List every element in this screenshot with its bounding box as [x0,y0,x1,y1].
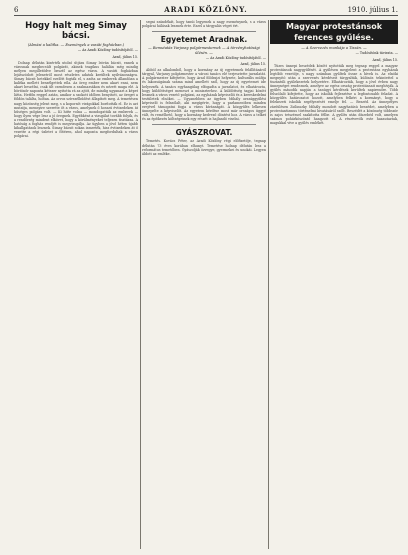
article-body: Abból az alkalomból, hogy a kormány az új egyetemek felállításáról tárgyal, Varjassy polgármester a városi tanács elé terjesztette javaslatát. A polgármester kifejtette, hogy Arad földrajzi helyzete, kulturális múltja és lakosságának száma mind amellett szól, hogy az új egyetemet ide helyezzék. A tanács egyhangúlag elfogadta a javaslatot, és elhatározta, hogy küldöttséget meneszt a miniszterhez. A küldöttség tagjai között lesznek a város vezető polgárai, az egyházak képviselői és a kereskedelmi testületek elnökei. — Ugyanebben az ügyben Mihály országgyűlési képviselő is felszólalt, aki megígérte, hogy a parlamentben minden erejével támogatni fogja a város kívánságát. A közgyűlés lelkesen ünnepelte a képviselőt. Az egyetem kérdése most már országos üggyé vált, és remélhető, hogy a kormány kedvező döntést hoz. A város a telket és az építkezés költségeinek egy részét is hajlandó viselni. [142,68,266,122]
article-separator [152,31,256,32]
article-dateline: Arad, július 15. [240,62,266,67]
article-subtitle: — A Szervezés munkája a Tiszán. — [301,46,367,50]
article-subtitle: — Bemutatás Varjassy polgármesternek — A törvényhatósági ülésén. — [148,46,260,55]
article-byline: — Az Aradi Közlöny tudósítójától. — [77,48,138,53]
article-body: Dolnap délután kisérték utolsó útjára Simay István bácsit, ennek a városnak megbecsült polgárát, akinek tragikus halálán még mindig mélyen megilletődve beszél az egész város. A vasúti fogházban lejátszódott jelenetről most részletes adatok kerültek nyilvánosságra. Simay bácsit hetekkel ezelőtt fogták el, s azóta az emberek állandóan a kalitka mellett beszélgettek róla. Az öreg ember nem akart enni, nem akart beszélni, csak ült csendesen a szalmazsákon és nézett maga elé. A börtönőr naponta kétszer nyitotta rá az ajtót, de mindig ugyanazt a képet látta. Hetfőn reggel aztán, amikor a szokott időben benyitott, az öreget a földön találta, holtan. Az orvos szívszélhűdést állapított meg. A temetésen nagy közönség jelent meg, s a koporsót virágokkal borították el. Ez is azt mutatja, mennyire szerette őt a város, amelynek ő hosszú évtizedeken át hűséges polgára volt. — Ki hitte volna — mondogatták az emberek — hogy ilyen vége lesz a jó öregnek. Egyébként a vizsgálat tovább folyik, és a rendőrség mindent elkövet, hogy a körülményeket teljesen tisztázza. A hatóság a fogház rendjét is megvizsgálja. Az ügyben a jövő héten újabb kihallgatások lesznek. Simay bácsit sokan ismerték, hisz évtizedeken át ő vezette a régi üzletet a főtéren, ahol naponta megfordultak a város polgárai. [14,60,138,139]
article-subtitle: (Almási a kalitka. — Események a vasúti fogházban.) [27,43,125,47]
article-title-banner: Magyar protestánsok ferences gyűlése. [270,20,398,44]
article-title: Egyetemet Aradnak. [160,35,248,45]
column-rule [268,20,269,549]
section-title: GYÁSZROVAT. [175,128,233,138]
issue-date: 1910. július 1. [347,6,398,14]
page-number: 6 [14,6,19,14]
article-continuation: segni szándékát, hogy tanúi legyenek a nagy eseménynek, s a város polgárai hálásak lesznek érte. Ezzel a tárgyalás véget ért. [142,20,266,29]
article-title: Hogy halt meg Simay bácsi. [25,21,127,41]
column-1 [14,20,138,551]
obituary-body: Temetés. Kovács Péter, az Aradi Közlöny régi előfizetője, tegnap délután 73 éves korában elhunyt. Temetése holnap délután lesz a református temetőben. Gyászolják özvegye, gyermekei és unokái. Legyen áldott az emléke. [142,139,266,156]
column-2 [142,20,266,551]
column-3 [270,20,398,551]
article-dateline: Arad, július 15. [112,54,138,59]
article-byline: — Az Aradi Közlöny tudósítójától. — [205,56,266,60]
newspaper-name: ARADI KÖZLÖNY. [164,5,248,14]
running-head [14,5,398,16]
article-body: Tüzes ünnepi beszédek között nyitották meg tegnap reggel a magyar protestánsok nagygyűlését. A gyűlésen megjelent a protestáns egyházak legtöbb vezetője, s nagy számban gyűltek össze a hívek is. Az elnöki megnyitó után a szervezés kérdéseit tárgyalták, különös tekintettel a tiszántúli gyülekezetek helyzetére. Elhatározták, hogy a jövő évben nagy ünnepséget rendeznek, amelyre az egész ország protestánsait meghívják. A gyűlés második napján a tanügyi kérdések kerültek napirendre. Több felszólaló kifejtette, hogy az iskolák fejlesztése a legfontosabb feladat. A közgyűlés határozatot hozott, amelyben felkéri a kormányt, hogy a felekezeti iskolák segélyezését emelje fel. — Beszéd. Az ünnepélyes záróülésen Zsilinszky Mihály mondott nagyhatású beszédet, amelyben a protestantizmus történelmi hivatásáról szólt. Beszédét a közönség többször is zajos tetszéssel szakította félbe. A gyűlés után díszebéd volt, amelyen számos pohárköszöntő hangzott el. A résztvevők este hazautaztak, magukkal víve a gyűlés emlékét. [270,63,398,125]
article-dateline: Arad, július 15. [372,57,398,62]
article-separator [152,124,256,125]
column-rule [140,20,141,549]
article-byline: — Tudósítónk távirata. — [355,51,398,56]
